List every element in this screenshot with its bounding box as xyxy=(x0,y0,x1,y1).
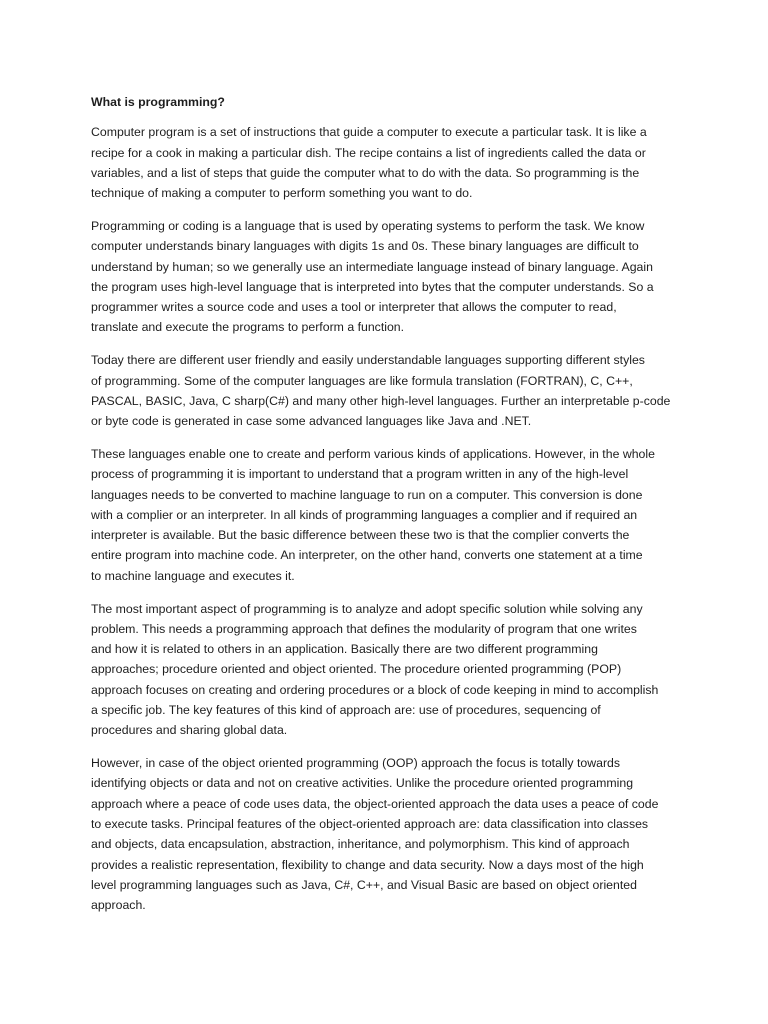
text-line: and objects, data encapsulation, abstraction, inheritance, and polymorphism. This kind of approach xyxy=(91,837,630,852)
paragraph-list xyxy=(91,122,677,915)
text-line: programmer writes a source code and uses a tool or interpreter that allows the computer to read, xyxy=(91,300,617,315)
paragraph-1 xyxy=(91,122,677,203)
text-line: entire program into machine code. An interpreter, on the other hand, converts one statement at a time xyxy=(91,548,643,563)
paragraph-6 xyxy=(91,753,677,915)
text-line: approach. xyxy=(91,898,146,913)
text-line: recipe for a cook in making a particular dish. The recipe contains a list of ingredients called the data or xyxy=(91,145,646,160)
text-line: level programming languages such as Java, C#, C++, and Visual Basic are based on object oriented xyxy=(91,877,637,892)
text-line: computer understands binary languages with digits 1s and 0s. These binary languages are difficult to xyxy=(91,239,639,254)
text-line: interpreter is available. But the basic difference between these two is that the complier converts the xyxy=(91,528,630,543)
text-line: or byte code is generated in case some advanced languages like Java and .NET. xyxy=(91,414,532,429)
text-line: approach focuses on creating and ordering procedures or a block of code keeping in mind to accomplish xyxy=(91,682,659,697)
text-line: identifying objects or data and not on creative activities. Unlike the procedure oriented programming xyxy=(91,776,634,791)
text-line: procedures and sharing global data. xyxy=(91,723,288,738)
paragraph-4 xyxy=(91,444,677,586)
paragraph-5 xyxy=(91,599,677,741)
text-line: understand by human; so we generally use an intermediate language instead of binary language. Again xyxy=(91,259,653,274)
text-line: to execute tasks. Principal features of the object-oriented approach are: data classification into classes xyxy=(91,817,649,831)
text-line: variables, and a list of steps that guide the computer what to do with the data. So programming is the xyxy=(91,165,640,180)
text-line: PASCAL, BASIC, Java, C sharp(C#) and many other high-level languages. Further an interpretable p-code xyxy=(91,393,671,408)
text-line: Today there are different user friendly and easily understandable languages supporting different styles xyxy=(91,353,645,368)
text-line: of programming. Some of the computer languages are like formula translation (FORTRAN), C, C++, xyxy=(91,373,633,388)
text-line: languages needs to be converted to machine language to run on a computer. This conversion is done xyxy=(91,487,643,502)
text-line: to machine language and executes it. xyxy=(91,568,295,583)
text-line: approaches; procedure oriented and object oriented. The procedure oriented programming (POP) xyxy=(91,662,622,677)
document-body xyxy=(91,92,677,928)
text-line: Programming or coding is a language that is used by operating systems to perform the task. We know xyxy=(91,218,645,233)
paragraph-3 xyxy=(91,350,677,431)
text-line: approach where a peace of code uses data, the object-oriented approach the data uses a peace of code xyxy=(91,796,659,811)
text-line: technique of making a computer to perform something you want to do. xyxy=(91,186,473,201)
document-heading: What is programming? xyxy=(91,95,225,109)
text-line: with a complier or an interpreter. In all kinds of programming languages a complier and if required an xyxy=(91,507,638,522)
text-line: process of programming it is important to understand that a program written in any of the high-level xyxy=(91,467,629,482)
text-line: provides a realistic representation, flexibility to change and data security. Now a days most of the high xyxy=(91,857,644,872)
text-line: a specific job. The key features of this kind of approach are: use of procedures, sequencing of xyxy=(91,703,601,718)
text-line: and how it is related to others in an application. Basically there are two different programming xyxy=(91,642,598,657)
text-line: translate and execute the programs to perform a function. xyxy=(91,320,405,335)
text-line: problem. This needs a programming approach that defines the modularity of program that one writes xyxy=(91,621,637,636)
text-line: the program uses high-level language that is interpreted into bytes that the computer understands. So a xyxy=(91,279,654,294)
text-line: Computer program is a set of instructions that guide a computer to execute a particular task. It is like a xyxy=(91,125,647,140)
text-line: The most important aspect of programming is to analyze and adopt specific solution while solving any xyxy=(91,601,643,616)
text-line: However, in case of the object oriented programming (OOP) approach the focus is totally towards xyxy=(91,756,621,771)
paragraph-2 xyxy=(91,216,677,338)
text-line: These languages enable one to create and perform various kinds of applications. However, in the whole xyxy=(91,446,655,461)
